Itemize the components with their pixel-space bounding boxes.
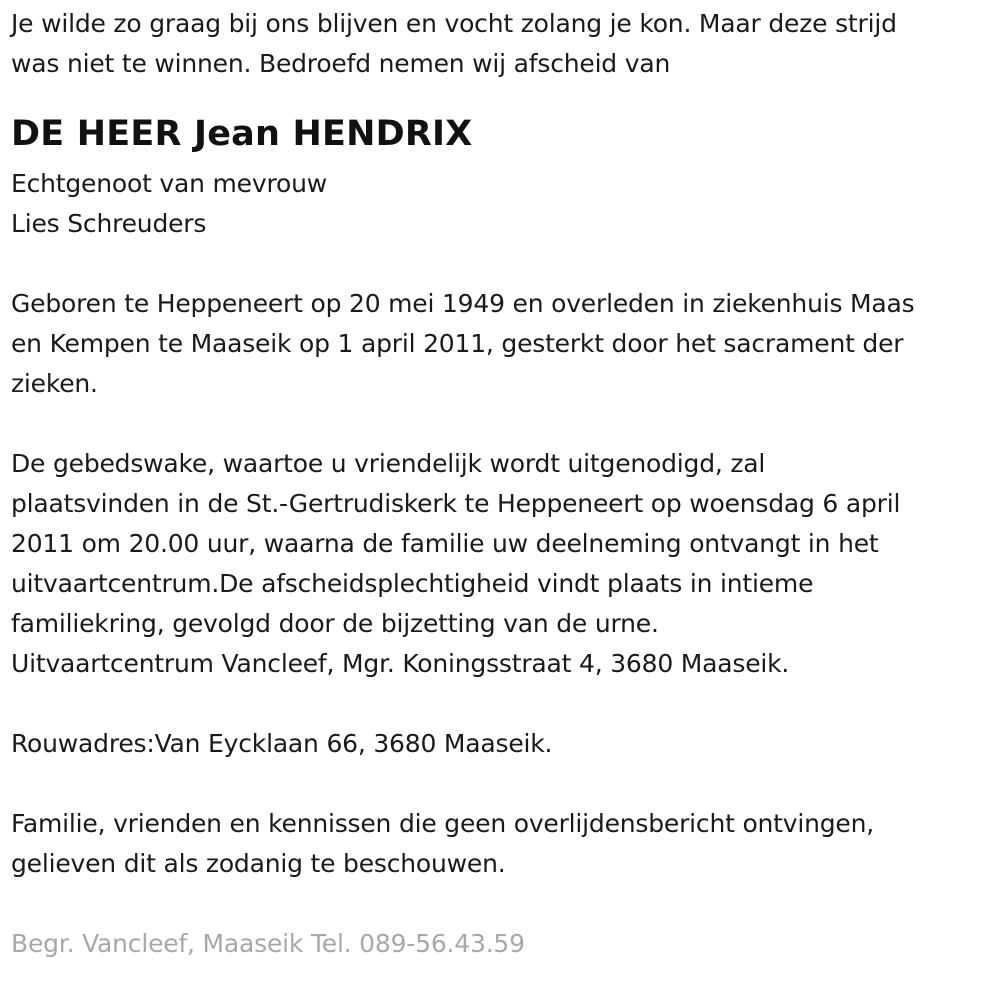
ceremony-paragraph: [11, 444, 991, 684]
ceremony-line: plaatsvinden in de St.-Gertrudiskerk te Heppeneert op woensdag 6 april: [11, 489, 901, 518]
spacer: [11, 244, 991, 284]
ceremony-line: uitvaartcentrum.De afscheidsplechtigheid vindt plaats in intieme: [11, 569, 814, 598]
spacer: [11, 404, 991, 444]
ceremony-line: familiekring, gevolgd door de bijzetting van de urne.: [11, 609, 659, 638]
birth-death-paragraph: [11, 284, 991, 404]
mourning-address: Rouwadres:Van Eycklaan 66, 3680 Maaseik.: [11, 729, 553, 758]
ceremony-line: 2011 om 20.00 uur, waarna de familie uw deelneming ontvangt in het: [11, 529, 879, 558]
spouse-line: Lies Schreuders: [11, 209, 207, 238]
deceased-name: DE HEER Jean HENDRIX: [11, 114, 473, 154]
intro-line: Je wilde zo graag bij ons blijven en vocht zolang je kon. Maar deze strijd: [11, 9, 897, 38]
funeral-home-footer: Begr. Vancleef, Maaseik Tel. 089-56.43.59: [11, 929, 525, 958]
ceremony-line: Uitvaartcentrum Vancleef, Mgr. Koningsstraat 4, 3680 Maaseik.: [11, 649, 790, 678]
closing-paragraph: [11, 804, 991, 884]
spouse-line: Echtgenoot van mevrouw: [11, 169, 327, 198]
spacer: [11, 764, 991, 804]
spacer: [11, 884, 991, 924]
closing-line: Familie, vrienden en kennissen die geen overlijdensbericht ontvingen,: [11, 809, 875, 838]
spacer: [11, 84, 991, 108]
intro-line: was niet te winnen. Bedroefd nemen wij afscheid van: [11, 49, 671, 78]
intro-paragraph: [11, 4, 991, 84]
spouse-paragraph: [11, 164, 991, 244]
closing-line: gelieven dit als zodanig te beschouwen.: [11, 849, 506, 878]
birth-death-line: zieken.: [11, 369, 98, 398]
birth-death-line: en Kempen te Maaseik op 1 april 2011, gesterkt door het sacrament der: [11, 329, 904, 358]
spacer: [11, 684, 991, 724]
ceremony-line: De gebedswake, waartoe u vriendelijk wordt uitgenodigd, zal: [11, 449, 766, 478]
obituary-notice: [11, 4, 991, 964]
birth-death-line: Geboren te Heppeneert op 20 mei 1949 en overleden in ziekenhuis Maas: [11, 289, 915, 318]
